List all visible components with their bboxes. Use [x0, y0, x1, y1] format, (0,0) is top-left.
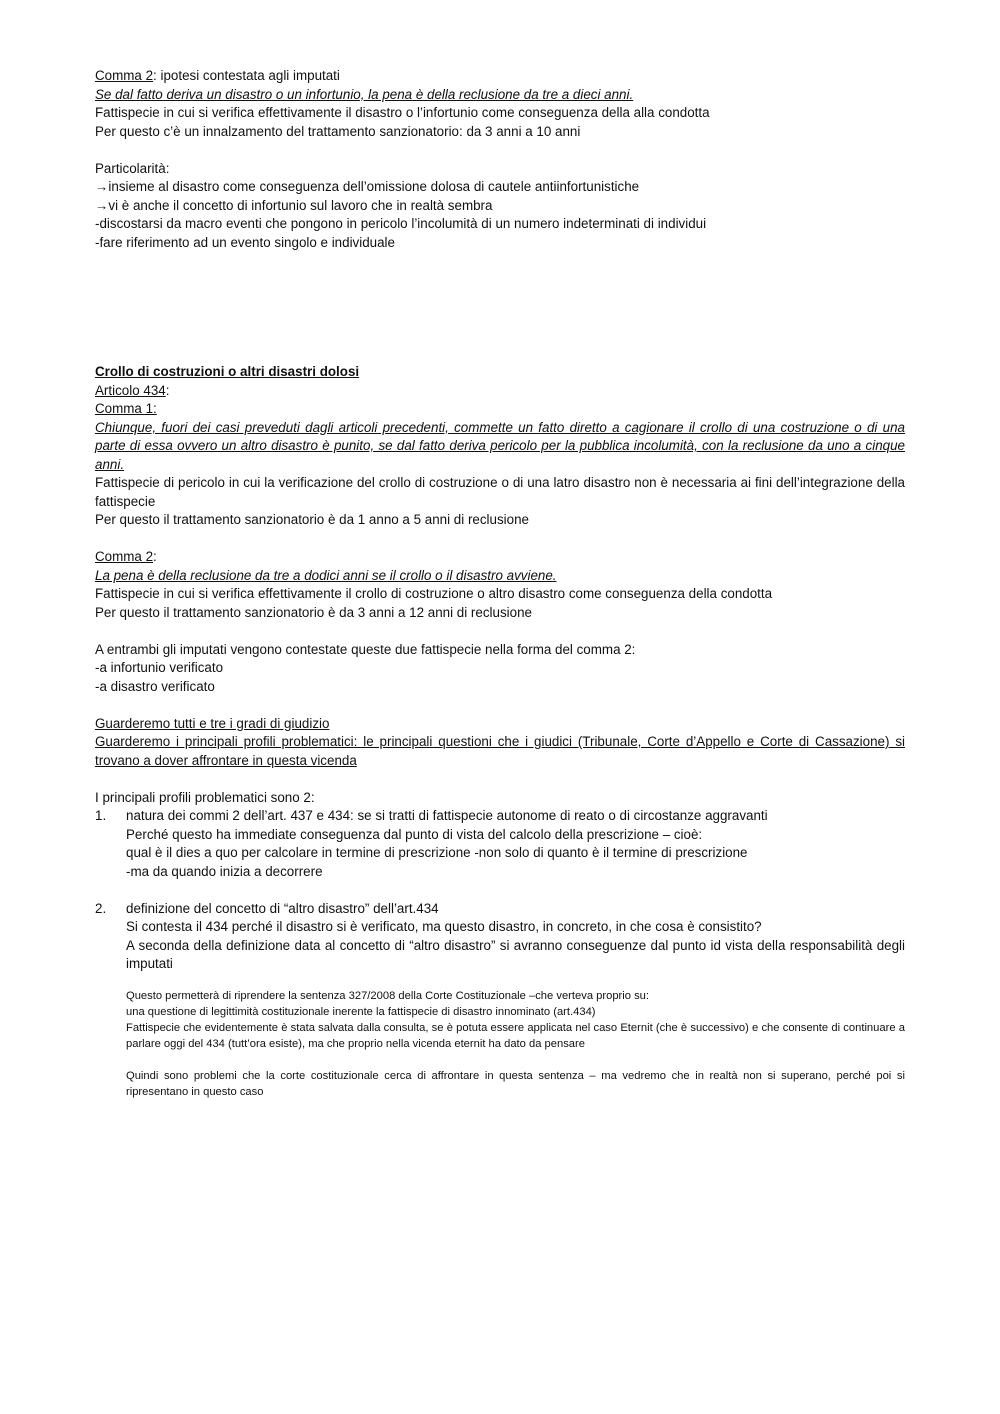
crollo-para-1: Fattispecie di pericolo in cui la verificazione del crollo di costruzione o di una latro disastro non è necessaria ai fini dell’integrazione della fattispecie — [95, 475, 905, 509]
comma-1-heading: Comma 1: — [95, 401, 157, 416]
list-item-line: A seconda della definizione data al concetto di “altro disastro” si avranno conseguenze dal punto id vista della responsabilità degli imputati — [126, 937, 905, 971]
entrambi-line-3: -a disastro verificato — [95, 678, 215, 694]
right-arrow-icon: → — [95, 179, 109, 194]
list-item-line: natura dei commi 2 dell’art. 437 e 434: se si tratti di fattispecie autonome di reato o di circostanze aggravanti — [126, 808, 768, 823]
note-line-2: una questione di legittimità costituzionale inerente la fattispecie di disastro innominato (art.434) — [126, 1005, 596, 1018]
list-item-line: qual è il dies a quo per calcolare in termine di prescrizione -non solo di quanto è il termine di prescrizione — [126, 845, 748, 860]
section-guarderemo — [95, 715, 905, 771]
comma-2-line-2: Per questo c’è un innalzamento del trattamento sanzionatorio: da 3 anni a 10 anni — [95, 123, 581, 139]
particolarita-title: Particolarità: — [95, 160, 170, 176]
document-page — [95, 67, 905, 1100]
profili-intro: I principali profili problematici sono 2: — [95, 789, 315, 805]
crollo-para-4: Per questo il trattamento sanzionatorio è da 3 anni a 12 anni di reclusione — [95, 604, 532, 620]
entrambi-line-2: -a infortunio verificato — [95, 660, 224, 675]
list-number: 2. — [95, 900, 107, 916]
section-note — [95, 988, 905, 1100]
section-entrambi — [95, 641, 905, 697]
guarderemo-line-2: Guarderemo i principali profili problematici: le principali questioni che i giudici (Tribunale, Corte d’Appello e Corte di Cassazione) si trovano a dover affrontare in questa vicenda — [95, 734, 905, 768]
dash-line-1: -discostarsi da macro eventi che pongono in pericolo l’incolumità di un numero indeterminati di individui — [95, 216, 707, 231]
comma-2-434-quote: La pena è della reclusione da tre a dodici anni se il crollo o il disastro avviene. — [95, 567, 557, 583]
list-number: 1. — [95, 808, 107, 823]
list-item-line: definizione del concetto di “altro disastro” dell’art.434 — [126, 900, 439, 916]
note-line-3: Fattispecie che evidentemente è stata salvata dalla consulta, se è potuta essere applicata nel caso Eternit (che è successivo) e che consente di continuare a parlare oggi del 434 (tutt’ora esiste), ma che proprio nella vicenda eternit ha dato da pensare — [126, 1021, 905, 1050]
right-arrow-icon: → — [95, 197, 109, 213]
articolo-line: Articolo 434: — [95, 382, 170, 398]
crollo-title: Crollo di costruzioni o altri disastri dolosi — [95, 364, 360, 379]
entrambi-line-1: A entrambi gli imputati vengono contestate queste due fattispecie nella forma del comma 2: — [95, 641, 636, 657]
section-comma-2-437 — [95, 67, 905, 141]
comma-2-line-1: Fattispecie in cui si verifica effettivamente il disastro o l’infortunio come conseguenza della alla condotta — [95, 105, 710, 120]
comma-2-heading-line: Comma 2: ipotesi contestata agli imputati — [95, 68, 340, 83]
list-item — [95, 900, 905, 974]
comma-1-quote: Chiunque, fuori dei casi preveduti dagli articoli precedenti, commette un fatto diretto a cagionare il crollo di una costruzione o di una parte di essa ovvero un altro disastro è punito, se dal fatto deriva pericolo per la pubblica incolumità, con la reclusione da uno a cinque anni. — [95, 419, 905, 472]
section-crollo — [95, 363, 905, 622]
note-line-1: Questo permetterà di riprendere la sentenza 327/2008 della Corte Costituzionale –che verteva proprio su: — [126, 989, 650, 1002]
crollo-para-3: Fattispecie in cui si verifica effettivamente il crollo di costruzione o altro disastro come conseguenza della condotta — [95, 586, 773, 601]
articolo-434: Articolo 434 — [95, 382, 166, 398]
note-line-4: Quindi sono problemi che la corte costituzionale cerca di affrontare in questa sentenza – ma vedremo che in realtà non si superano, perché poi si ripresentano in questo caso — [126, 1069, 905, 1098]
dash-line-2: -fare riferimento ad un evento singolo e individuale — [95, 234, 395, 250]
comma-2-quote: Se dal fatto deriva un disastro o un infortunio, la pena è della reclusione da tre a dieci anni. — [95, 86, 634, 102]
arrow-line-1: →insieme al disastro come conseguenza dell’omissione dolosa di cautele antiinfortunistiche — [95, 179, 640, 194]
list-item — [95, 807, 905, 881]
arrow-line-2: →vi è anche il concetto di infortunio sul lavoro che in realtà sembra — [95, 197, 493, 213]
list-item-line: Si contesta il 434 perché il disastro si è verificato, ma questo disastro, in concreto, in che cosa è consistito? — [126, 919, 762, 934]
section-particolarita — [95, 160, 905, 253]
crollo-para-2: Per questo il trattamento sanzionatorio è da 1 anno a 5 anni di reclusione — [95, 512, 529, 527]
list-item-line: -ma da quando inizia a decorrere — [126, 863, 323, 879]
comma-2-434-line: Comma 2: — [95, 549, 157, 564]
section-profili — [95, 789, 905, 974]
comma-2-434-heading: Comma 2 — [95, 549, 154, 564]
list-item-line: Perché questo ha immediate conseguenza dal punto di vista del calcolo della prescrizione – cioè: — [126, 826, 703, 842]
guarderemo-line-1: Guarderemo tutti e tre i gradi di giudizio — [95, 715, 330, 731]
comma-2-heading: Comma 2 — [95, 68, 154, 83]
